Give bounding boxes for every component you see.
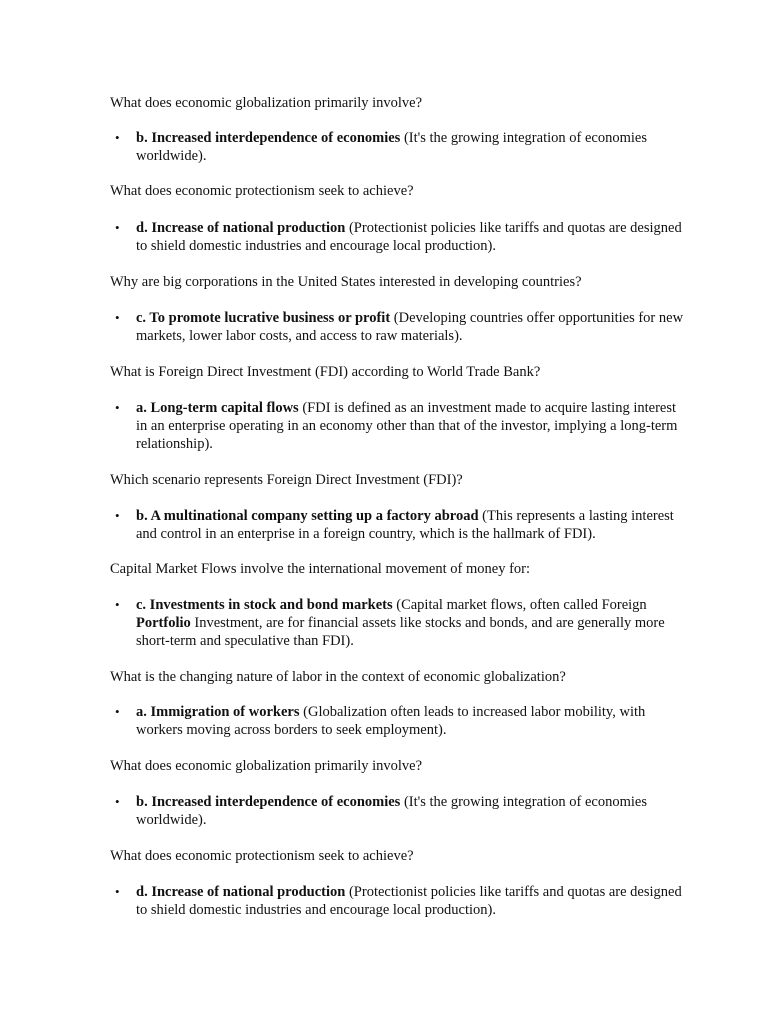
bullet-icon: •: [115, 130, 120, 145]
bullet-icon: •: [115, 597, 120, 612]
answer-explanation: (This represents a lasting interest and control in an enterprise in a foreign country, which is the hallmark of FDI).: [136, 508, 674, 542]
question-text: Capital Market Flows involve the international movement of money for:: [110, 561, 531, 577]
answer-text: [136, 507, 686, 543]
bullet-icon: •: [115, 220, 120, 235]
question-text: What is the changing nature of labor in the context of economic globalization?: [110, 669, 566, 685]
answer-choice: b. Increased interdependence of economies: [136, 794, 401, 810]
answer-explanation-continued: Investment, are for financial assets like stocks and bonds, and are generally more short-term and speculative than FDI).: [136, 615, 665, 649]
answer-explanation: (Globalization often leads to increased labor mobility, with workers moving across borders to seek employment).: [136, 704, 646, 738]
answer-choice: c. Investments in stock and bond markets: [136, 597, 393, 613]
question-text: What does economic globalization primarily involve?: [110, 95, 423, 111]
answer-text: [136, 703, 686, 739]
bullet-icon: •: [115, 310, 120, 325]
answer-choice: a. Immigration of workers: [136, 704, 300, 720]
question-text: Why are big corporations in the United States interested in developing countries?: [110, 274, 582, 290]
bullet-icon: •: [115, 794, 120, 809]
answer-explanation: (Developing countries offer opportunities for new markets, lower labor costs, and access to raw materials).: [136, 310, 684, 344]
answer-choice: b. A multinational company setting up a factory abroad: [136, 508, 479, 524]
answer-choice: d. Increase of national production: [136, 220, 346, 236]
answer-text: [136, 219, 686, 255]
answer-text: [136, 399, 686, 453]
question-text: What does economic protectionism seek to achieve?: [110, 183, 414, 199]
bullet-icon: •: [115, 400, 120, 415]
question-text: What does economic globalization primarily involve?: [110, 758, 423, 774]
question-text: What is Foreign Direct Investment (FDI) according to World Trade Bank?: [110, 364, 541, 380]
answer-explanation: (Protectionist policies like tariffs and quotas are designed to shield domestic industries and encourage local production).: [136, 220, 682, 254]
bullet-icon: •: [115, 508, 120, 523]
answer-explanation: (Capital market flows, often called Foreign: [392, 597, 647, 613]
answer-explanation: (Protectionist policies like tariffs and quotas are designed to shield domestic industries and encourage local production).: [136, 884, 682, 918]
answer-text: [136, 793, 686, 829]
answer-choice: a. Long-term capital flows: [136, 400, 299, 416]
bullet-icon: •: [115, 704, 120, 719]
question-text: Which scenario represents Foreign Direct Investment (FDI)?: [110, 472, 463, 488]
answer-text: [136, 596, 686, 650]
question-text: What does economic protectionism seek to achieve?: [110, 848, 414, 864]
bullet-icon: •: [115, 884, 120, 899]
answer-choice: c. To promote lucrative business or profit: [136, 310, 391, 326]
answer-explanation: (FDI is defined as an investment made to acquire lasting interest in an enterprise operating in an economy other than that of the investor, implying a long-term relationship).: [136, 400, 678, 452]
answer-text: [136, 129, 686, 165]
answer-choice: d. Increase of national production: [136, 884, 346, 900]
answer-choice: b. Increased interdependence of economies: [136, 130, 401, 146]
answer-text: [136, 883, 686, 919]
answer-explanation: (It's the growing integration of economies worldwide).: [136, 794, 647, 828]
answer-emphasis: Portfolio: [136, 615, 191, 631]
answer-explanation: (It's the growing integration of economies worldwide).: [136, 130, 647, 164]
answer-text: [136, 309, 686, 345]
